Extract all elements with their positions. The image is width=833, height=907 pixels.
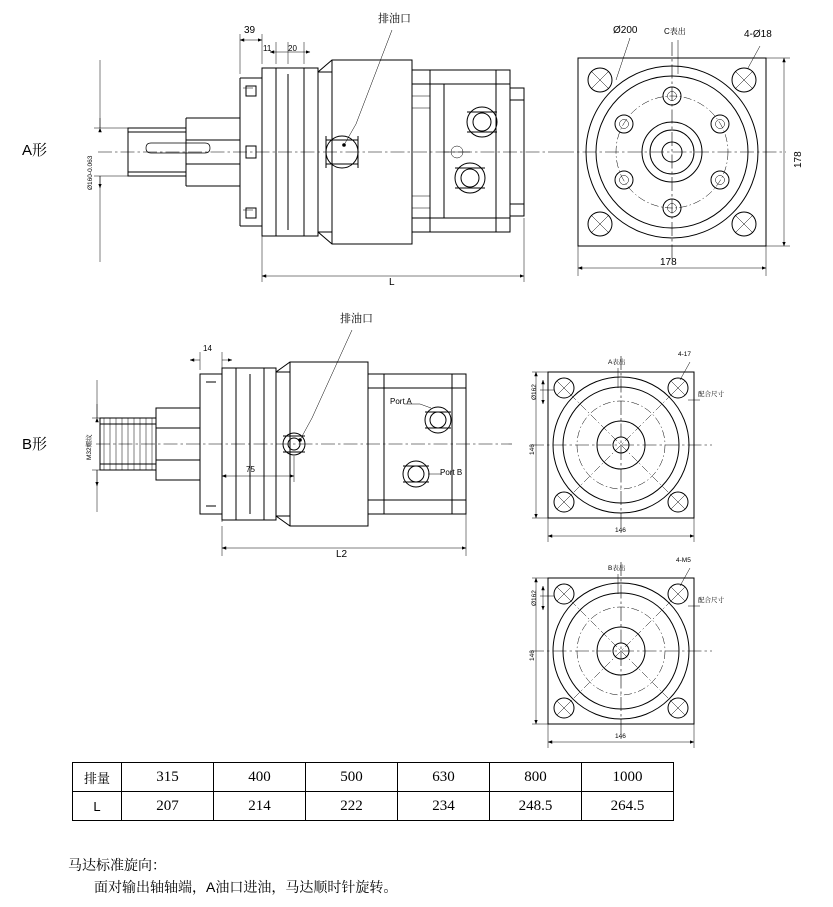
a-face-dim-146-h: 146 [615, 527, 626, 534]
b-face-label: B表出 [608, 565, 626, 572]
dim-178-horizontal: 178 [660, 257, 677, 268]
a-face-dia-162: Ø162 [531, 384, 538, 400]
length-cell-1: 214 [214, 792, 306, 821]
length-cell-4: 248.5 [490, 792, 582, 821]
view-b-end-face-b [530, 562, 712, 748]
displacement-cell-2: 500 [306, 763, 398, 792]
c-note-label: C表出 [664, 27, 686, 36]
length-cell-2: 222 [306, 792, 398, 821]
a-face-dim-146-v: 146 [529, 444, 536, 455]
length-cell-0: 207 [122, 792, 214, 821]
view-b-title: B形 [22, 436, 48, 453]
shaft-diameter-a: Ø160-0.063 [87, 155, 94, 190]
b-face-dim-146-v: 146 [529, 650, 536, 661]
displacement-cell-0: 315 [122, 763, 214, 792]
notes-block [68, 855, 397, 898]
dim-14: 14 [203, 344, 212, 353]
dia-200-label: Ø200 [613, 25, 638, 36]
dim-178-vertical: 178 [793, 151, 804, 168]
spline-label: M32螺纹 [86, 434, 93, 460]
port-a-label: Port A [390, 397, 412, 406]
view-b-side-section [92, 330, 512, 556]
displacement-cell-5: 1000 [582, 763, 674, 792]
notes-line-2: 面对输出轴轴端，A油口进油，马达顺时针旋转。 [94, 878, 398, 895]
view-a-side-section [94, 30, 560, 282]
row-label-length: L [73, 792, 122, 821]
dim-20: 20 [288, 44, 297, 53]
view-b-end-face-a [530, 356, 712, 542]
b-face-holes-label: 4-M5 [676, 557, 691, 564]
dim-39: 39 [244, 25, 256, 36]
b-face-dim-146-h: 146 [615, 733, 626, 740]
dim-75: 75 [246, 465, 255, 474]
holes-4-d18-label: 4-Ø18 [744, 29, 772, 40]
displacement-cell-1: 400 [214, 763, 306, 792]
b-face-dia-162: Ø162 [531, 590, 538, 606]
specification-table [72, 762, 674, 821]
a-face-holes-label: 4-17 [678, 351, 692, 358]
drain-port-text-b: 排油口 [340, 313, 373, 325]
view-a-title: A形 [22, 142, 48, 159]
dim-11: 11 [263, 44, 272, 53]
view-a-end-face [560, 38, 790, 276]
length-cell-5: 264.5 [582, 792, 674, 821]
port-b-label: Port B [440, 468, 463, 477]
a-face-label: A表出 [608, 359, 626, 366]
a-face-side-note: 配合尺寸 [698, 391, 724, 398]
drain-port-label-b [340, 314, 373, 325]
length-cell-3: 234 [398, 792, 490, 821]
displacement-cell-4: 800 [490, 763, 582, 792]
table-row-displacement [73, 763, 674, 792]
row-label-displacement: 排量 [73, 763, 122, 792]
dim-L: L [389, 277, 395, 288]
b-face-side-note: 配合尺寸 [698, 597, 724, 604]
notes-line-1: 马达标准旋向： [68, 857, 166, 873]
drain-port-label-a: 排油口 [378, 13, 411, 25]
displacement-cell-3: 630 [398, 763, 490, 792]
dim-L2: L2 [336, 549, 348, 560]
table-row-length [73, 792, 674, 821]
